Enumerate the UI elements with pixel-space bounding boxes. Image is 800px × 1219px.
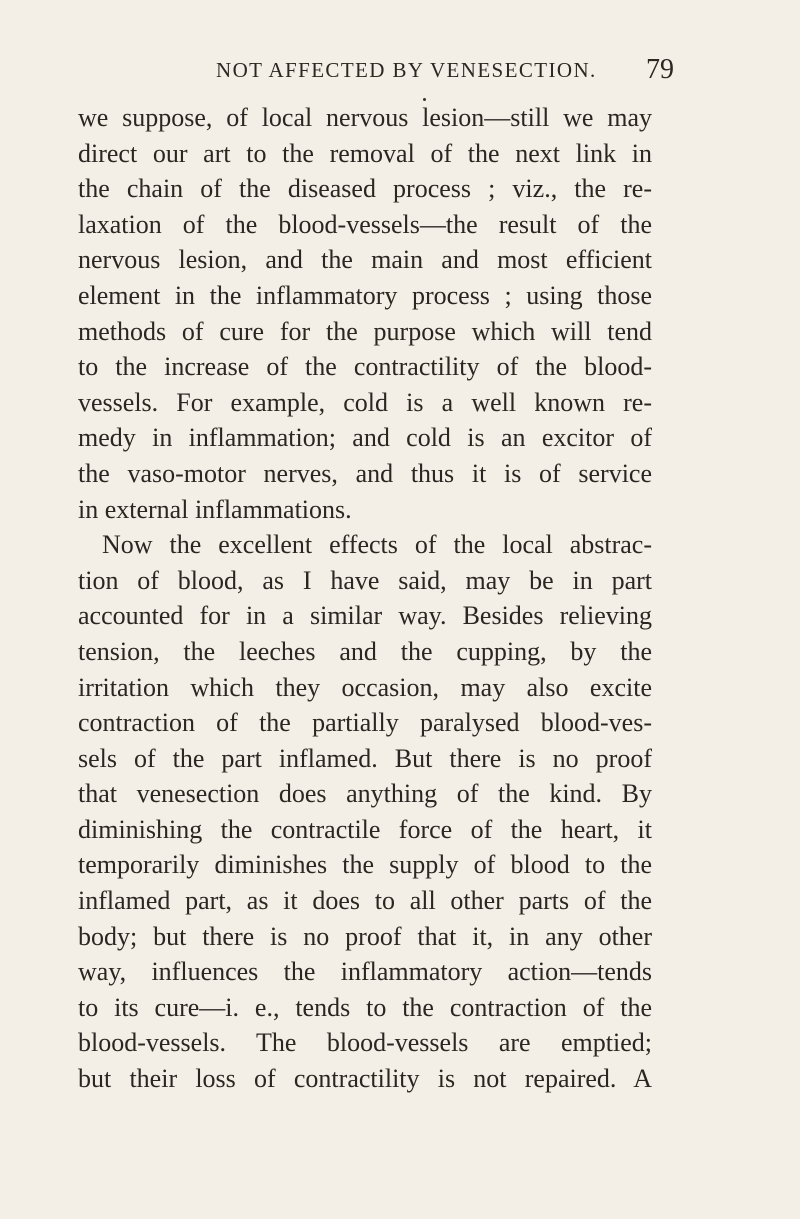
text-line: laxation of the blood-vessels—the result of the — [78, 209, 652, 239]
text-line: element in the inflammatory process ; using those — [78, 280, 652, 310]
text-line: to the increase of the contractility of the blood- — [78, 352, 652, 382]
text-line: methods of cure for the purpose which will tend — [78, 316, 652, 346]
text-line: nervous lesion, and the main and most efficient — [78, 245, 652, 275]
body-text — [78, 100, 652, 1097]
page-number: 79 — [646, 54, 674, 85]
text-line: contraction of the partially paralysed blood-ves- — [78, 708, 652, 738]
text-line: but their loss of contractility is not repaired. A — [78, 1064, 652, 1094]
running-head — [0, 54, 800, 88]
text-line: diminishing the contractile force of the heart, it — [78, 814, 652, 844]
text-line: tension, the leeches and the cupping, by the — [78, 636, 652, 666]
text-line: vessels. For example, cold is a well known re- — [78, 387, 652, 417]
text-line: inflamed part, as it does to all other parts of the — [78, 886, 652, 916]
running-title: NOT AFFECTED BY VENESECTION. — [216, 58, 597, 82]
text-line: way, influences the inflammatory action—tends — [78, 957, 652, 987]
text-line: Now the excellent effects of the local abstrac- — [102, 530, 652, 560]
text-line: irritation which they occasion, may also excite — [78, 672, 652, 702]
text-line: the vaso-motor nerves, and thus it is of service — [78, 458, 652, 488]
text-line: tion of blood, as I have said, may be in part — [78, 565, 652, 595]
text-line: blood-vessels. The blood-vessels are emptied; — [78, 1028, 652, 1058]
text-line: that venesection does anything of the kind. By — [78, 779, 652, 809]
text-line: to its cure—i. e., tends to the contraction of the — [78, 992, 652, 1022]
text-line: in external inflammations. — [78, 494, 352, 524]
text-line: temporarily diminishes the supply of blood to the — [78, 850, 652, 880]
text-line: direct our art to the removal of the next link in — [78, 138, 652, 168]
text-line: accounted for in a similar way. Besides relieving — [78, 601, 652, 631]
text-line: medy in inflammation; and cold is an excitor of — [78, 423, 652, 453]
text-line: we suppose, of local nervous lesion—still we may — [78, 103, 652, 132]
text-line: the chain of the diseased process ; viz., the re- — [78, 174, 652, 204]
text-line: body; but there is no proof that it, in any other — [78, 921, 652, 951]
text-line: sels of the part inflamed. But there is no proof — [78, 743, 652, 773]
